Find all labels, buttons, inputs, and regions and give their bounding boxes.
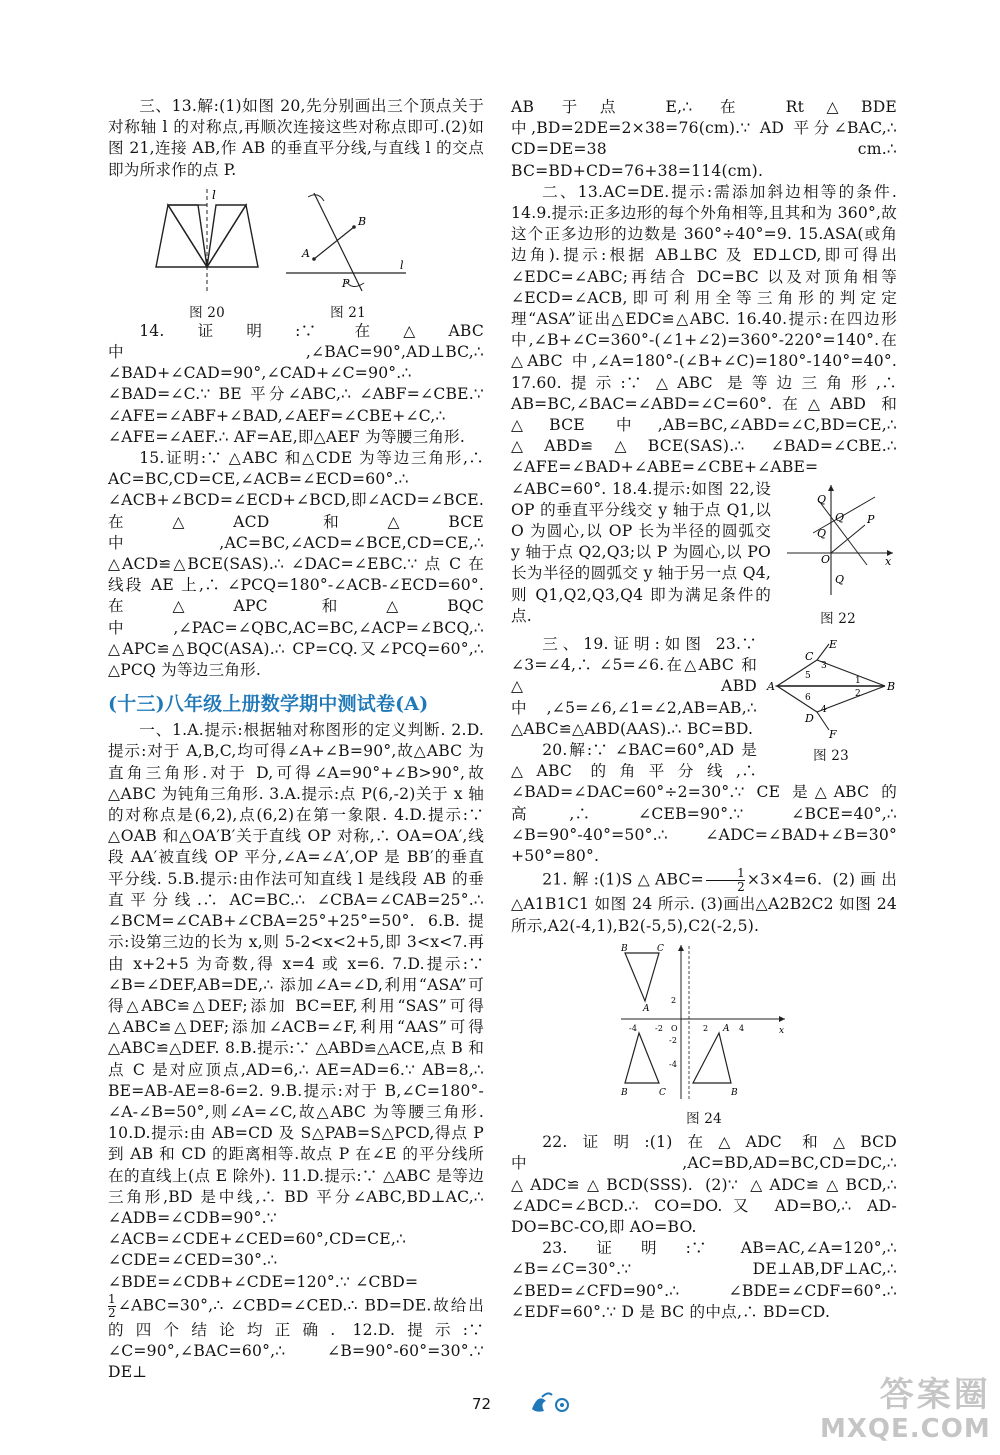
figure-row-20-21 xyxy=(108,187,484,322)
figure-20-drawing xyxy=(148,187,266,295)
watermark xyxy=(820,1376,991,1444)
svg-text:2: 2 xyxy=(703,1023,709,1033)
answer-23: 23.证明:∵ AB=AC,∠A=120°,∴ ∠B=∠C=30°.∵ DE⊥AB,DF⊥AC,∴ ∠BED=∠CFD=90°.∴ ∠BDE=∠CDF=60°.∴ ∠EDF=60°.∵ D 是 BC 的中点,∴ BD=CD. xyxy=(511,1239,897,1321)
answer-22: 22.证明:(1)在△ADC 和△BCD 中,AC=BD,AD=BC,CD=DC,∴ △ADC≌△BCD(SSS). (2)∵ △ADC≌△BCD,∴ ∠ADC=∠BCD.∴ CO=DO.又 AD=BO,∴ AD-DO=BC-CO,即 AO=BO. xyxy=(511,1133,897,1236)
svg-text:A: A xyxy=(767,680,776,694)
svg-text:2: 2 xyxy=(855,689,861,700)
swirl-logo-icon xyxy=(528,1389,574,1415)
figure-23-drawing xyxy=(765,638,897,738)
svg-text:O: O xyxy=(821,552,831,566)
svg-text:B: B xyxy=(358,214,367,228)
svg-text:5: 5 xyxy=(805,671,811,682)
svg-text:B: B xyxy=(621,1087,628,1098)
svg-text:E: E xyxy=(829,638,838,652)
answer-19: 三、19.证明:如图 23.∵ ∠3=∠4,∴ ∠5=∠6.在△ABC 和△ABD 中,∠5=∠6,∠1=∠2,AB=AB,∴ △ABC≌△ABD(AAS).∴ BC=BD. xyxy=(511,635,757,738)
answer-13: 三、13.解:(1)如图 20,先分别画出三个顶点关于对称轴 l 的对称点,再顺次连接这些对称点即可.(2)如图 21,连接 AB,作 AB 的垂直平分线,与直线 l 的交点即为所求作的点 P. xyxy=(108,97,484,179)
answer-14: 14.证明:∵ 在△ABC 中,∠BAC=90°,AD⊥BC,∴ ∠BAD+∠CAD=90°,∠CAD+∠C=90°.∴ ∠BAD=∠C.∵ BE 平分∠ABC,∴ ∠ABF=∠CBE.∵ ∠AFE=∠ABF+∠BAD,∠AEF=∠CBE+∠C,∴ ∠AFE=∠AEF.∴ AF=AE,即△AEF 为等腰三角形. xyxy=(108,321,484,446)
watermark-line1: 答案圈 xyxy=(879,1375,991,1415)
svg-text:D: D xyxy=(805,712,815,726)
figure-23-caption: 图 23 xyxy=(813,748,849,765)
figure-22-drawing xyxy=(779,483,897,601)
svg-text:4: 4 xyxy=(821,705,827,716)
svg-text:B: B xyxy=(887,680,896,694)
right-column xyxy=(511,97,897,1323)
answer-21: 21.解:(1)S△ABC= $\frac{1}{2}$ ×3×4=6. (2)画出△A1B1C1 如图 24 所示. (3)画出△A2B2C2 如图 24 所示,A2(-4,1),B2(-5,5),C2(-2,5). xyxy=(511,866,897,935)
svg-text:F: F xyxy=(829,728,837,739)
svg-text:C: C xyxy=(805,650,814,664)
answer-20: 20.解:∵ ∠BAC=60°,AD 是△ABC 的角平分线,∴ ∠BAD=∠DAC=60°÷2=30°.∵ CE 是△ABC 的高,∴ ∠CEB=90°.∵ ∠BCE=40°,∴ ∠B=90°-40°=50°.∴ ∠ADC=∠BAD+∠B=30°+50°=80°. xyxy=(511,741,897,866)
svg-text:Q: Q xyxy=(835,510,845,524)
svg-text:C: C xyxy=(659,1087,667,1098)
svg-text:Q: Q xyxy=(817,492,827,506)
left-column xyxy=(108,96,484,1383)
figure-20 xyxy=(148,187,266,324)
section-title: (十三)八年级上册数学期中测试卷(A) xyxy=(108,693,429,716)
figure-23 xyxy=(765,638,897,767)
svg-text:3: 3 xyxy=(821,661,827,672)
svg-text:x: x xyxy=(779,1025,785,1036)
svg-text:Q: Q xyxy=(835,572,845,586)
svg-text:2: 2 xyxy=(671,995,677,1005)
figure-22-caption: 图 22 xyxy=(820,610,856,627)
svg-text:A: A xyxy=(302,246,311,260)
svg-text:A: A xyxy=(643,1003,650,1014)
figure-20-caption: 图 20 xyxy=(189,305,225,322)
svg-text:P: P xyxy=(867,512,875,526)
svg-text:l: l xyxy=(400,258,404,272)
multiple-choice-answers-end: $\frac{1}{2}$ ∠ABC=30°,∴ ∠CBD=∠CED.∴ BD=DE.故给出的四个结论均正确. 12.D.提示:∵ ∠C=90°,∠BAC=60°,∴ ∠B=90°-60°=30°.∵ DE⊥ xyxy=(108,1291,484,1382)
answer-15: 15.证明:∵ △ABC 和△CDE 为等边三角形,∴ AC=BC,CD=CE,∠ACB=∠ECD=60°.∴ ∠ACB+∠BCD=∠ECD+∠BCD,即∠ACD=∠BCE.在△ACD 和△BCE 中,AC=BC,∠ACD=∠BCE,CD=CE,∴ △ACD≌△BCE(SAS).∴ ∠DAC=∠EBC.∵ 点 C 在线段 AE 上,∴ ∠PCQ=180°-∠ACB-∠ECD=60°.在△APC 和△BQC 中,∠PAC=∠QBC,AC=BC,∠ACP=∠BCQ,∴ △APC≌△BQC(ASA).∴ CP=CQ.又∠PCQ=60°,∴ △PCQ 为等边三角形. xyxy=(108,449,484,680)
publisher-logo xyxy=(528,1389,574,1419)
answer-12-cont: AB 于点 E,∴ 在 Rt△BDE 中,BD=2DE=2×38=76(cm).∵ AD 平分∠BAC,∴ CD=DE=38 cm.∴ BC=BD+CD=76+38=114(cm). xyxy=(511,98,897,180)
figure-21-caption: 图 21 xyxy=(330,305,366,322)
fig20-label-l: l xyxy=(212,187,217,202)
multiple-choice-answers: 一、1.A.提示:根据轴对称图形的定义判断. 2.D.提示:对于 A,B,C,均可得∠A+∠B=90°,故△ABC 为直角三角形.对于 D,可得∠A=90°+∠B>90°,故△ABC 为钝角三角形. 3.A.提示:点 P(6,-2)关于 x 轴的对称点是(6,2),点(6,2)在第一象限. 4.D.提示:∵ △OAB 和△OA′B′关于直线 OP 对称,∴ OA=OA′,线段 AA′被直线 OP 平分,∠A=∠A′,OP 是 BB′的垂直平分线. 5.B.提示:由作法可知直线 l 是线段 AB 的垂直平分线.∴ AC=BC.∴ ∠CBA=∠CAB=25°.∴ ∠BCM=∠CAB+∠CBA=25°+25°=50°. 6.B.提示:设第三边的长为 x,则 5-2<x<2+5,即 3<x<7.再由 x+2+5 为奇数,得 x=4 或 x=6. 7.D.提示:∵ ∠B=∠DEF,AB=DE,∴ 添加∠A=∠D,利用“ASA”可得△ABC≌△DEF;添加 BC=EF,利用“SAS”可得△ABC≌△DEF;添加∠ACB=∠F,利用“AAS”可得△ABC≌△DEF. 8.B.提示:∵ △ABD≌△ACE,点 B 和点 C 是对应顶点,AD=6,∴ AE=AD=6.∵ AB=8,∴ BE=AB-AE=8-6=2. 9.B.提示:对于 B,∠C=180°-∠A-∠B=50°,则∠A=∠C,故△ABC 为等腰三角形. 10.D.提示:由 AB=CD 及 S△PAB=S△PCD,得点 P 到 AB 和 CD 的距离相等.故点 P 在∠E 的平分线所在的直线上(点 E 除外). 11.D.提示:∵ △ABC 是等边三角形,BD 是中线,∴ BD 平分∠ABC,BD⊥AC,∴ ∠ADB=∠CDB=90°.∵ ∠ACB=∠CDE+∠CED=60°,CD=CE,∴ ∠CDE=∠CED=30°.∴ ∠BDE=∠CDB+∠CDE=120°.∵ ∠CBD= xyxy=(108,721,484,1291)
fraction-half-21: $\frac{1}{2}$ xyxy=(706,867,745,894)
svg-text:4: 4 xyxy=(739,1023,745,1033)
svg-text:1: 1 xyxy=(855,676,861,687)
figure-24-caption: 图 24 xyxy=(686,1110,722,1127)
svg-text:P: P xyxy=(342,276,350,290)
svg-text:A: A xyxy=(723,1023,730,1034)
answer-17-18: ∠ABC=60°. 18.4.提示:如图 22,设 OP 的垂直平分线交 y 轴于点 Q1,以 O 为圆心,以 OP 长为半径的圆弧交 y 轴于点 Q2,Q3;以 P 为圆心,以 PO 长为半径的圆弧交 y 轴于另一点 Q4,则 Q1,Q2,Q3,Q4 即为满足条件的点. xyxy=(511,479,771,625)
figure-24-drawing xyxy=(619,941,789,1101)
figure-21 xyxy=(284,187,412,324)
svg-text:-4: -4 xyxy=(669,1059,678,1069)
svg-text:x: x xyxy=(885,554,892,568)
figure-21-drawing xyxy=(284,187,412,295)
fraction-half: $\frac{1}{2}$ xyxy=(108,1291,116,1320)
page-number: 72 xyxy=(472,1395,492,1413)
svg-text:C: C xyxy=(657,943,665,954)
fill-blank-answers: 二、13.AC=DE.提示:需添加斜边相等的条件. 14.9.提示:正多边形的每个外角相等,且其和为 360°,故这个正多边形的边数是 360°÷40°=9. 15.ASA(或角边角).提示:根据 AB⊥BC 及 ED⊥CD,即可得出∠EDC=∠ABC;再结合 DC=BC 以及对顶角相等∠ECD=∠ACB,即可利用全等三角形的判定定理“ASA”证出△EDC≌△ABC. 16.40.提示:在四边形中,∠B+∠C=360°-(∠1+∠2)=360°-220°=140°.在△ABC 中,∠A=180°-(∠B+∠C)=180°-140°=40°. 17.60.提示:∵ △ABC 是等边三角形,∴ AB=BC,∠BAC=∠ABD=∠C=60°.在△ABD 和△BCE 中,AB=BC,∠ABD=∠C,BD=CE,∴ △ABD≌△BCE(SAS).∴ ∠BAD=∠CBE.∴ ∠AFE=∠BAD+∠ABE=∠CBE+∠ABE= xyxy=(511,182,897,477)
figure-22 xyxy=(779,483,897,630)
svg-text:-2: -2 xyxy=(655,1023,664,1033)
svg-text:-4: -4 xyxy=(629,1023,638,1033)
figure-24 xyxy=(511,941,897,1130)
svg-text:-2: -2 xyxy=(669,1035,678,1045)
svg-text:O: O xyxy=(671,1023,678,1033)
svg-text:Q: Q xyxy=(817,526,827,540)
watermark-line2: MXQE.COM xyxy=(820,1414,991,1444)
svg-text:6: 6 xyxy=(805,693,811,704)
svg-text:B: B xyxy=(731,1087,738,1098)
svg-text:B: B xyxy=(621,943,628,954)
